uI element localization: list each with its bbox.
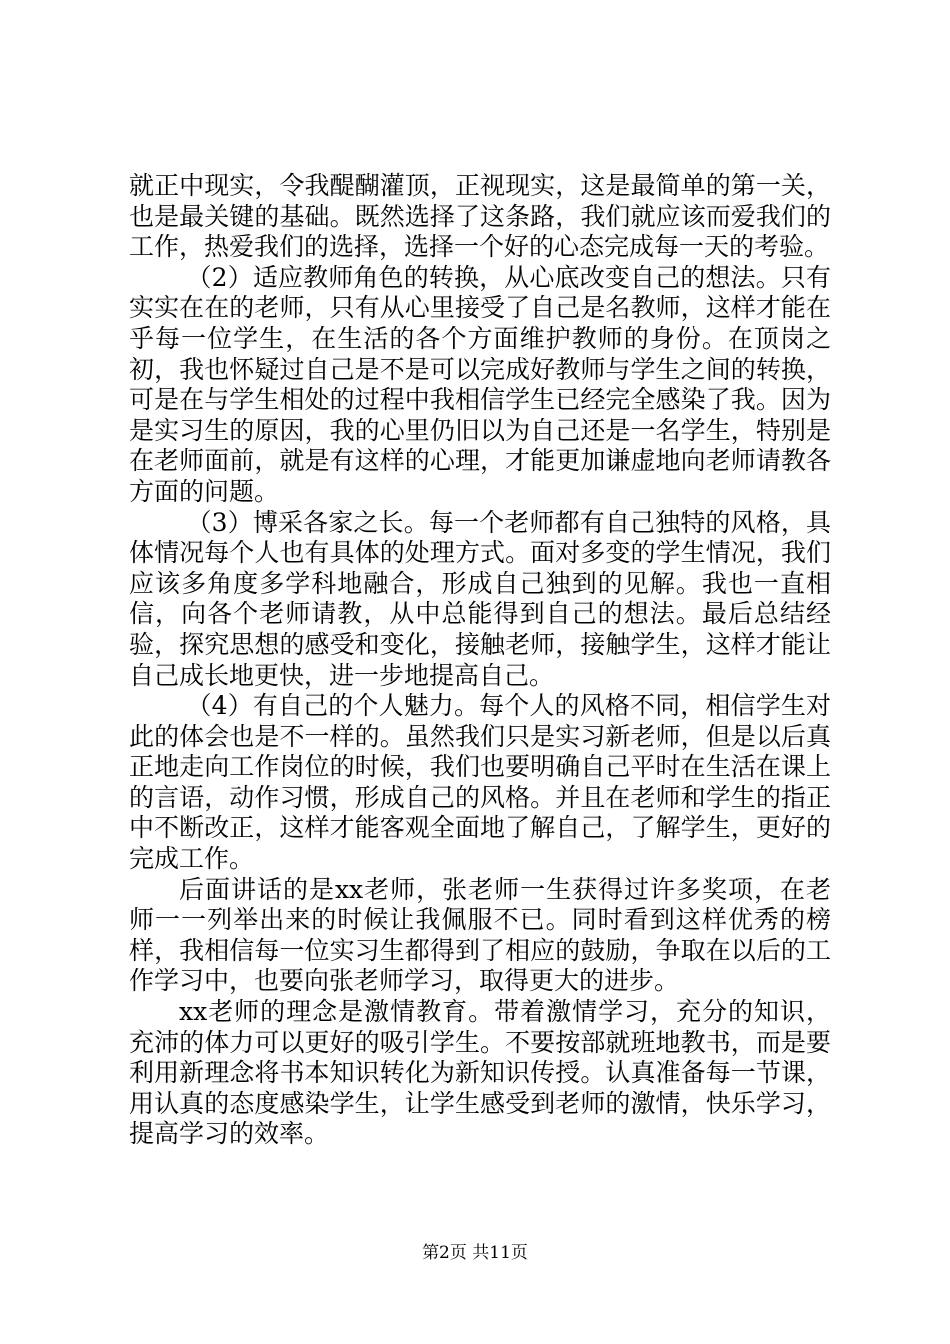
paragraph-second-speaker: 后面讲话的是xx老师，张老师一生获得过许多奖项，在老师一一列举出来的时候让我佩服不已。同时看到这样优秀的榜样，我相信每一位实习生都得到了相应的鼓励，争取在以后的工作学习中，也要向张老师学习，取得更大的进步。 [129, 874, 831, 996]
paragraph-point-3: （3）博采各家之长。每一个老师都有自己独特的风格，具体情况每个人也有具体的处理方式。面对多变的学生情况，我们应该多角度多学科地融合，形成自己独到的见解。我也一直相信，向各个老师请教，从中总能得到自己的想法。最后总结经验，探究思想的感受和变化，接触老师，接触学生，这样才能让自己成长地更快，进一步地提高自己。 [129, 507, 831, 690]
paragraph-continuation: 就正中现实，令我醍醐灌顶，正视现实，这是最简单的第一关，也是最关键的基础。既然选择了这条路，我们就应该而爱我们的工作，热爱我们的选择，选择一个好的心态完成每一天的考验。 [129, 171, 831, 262]
document-body [129, 171, 831, 1150]
page-footer: 第2页 共11页 [422, 1243, 528, 1263]
paragraph-point-4: （4）有自己的个人魅力。每个人的风格不同，相信学生对此的体会也是不一样的。虽然我们只是实习新老师，但是以后真正地走向工作岗位的时候，我们也要明确自己平时在生活在课上的言语，动作习惯，形成自己的风格。并且在老师和学生的指正中不断改正，这样才能客观全面地了解自己，了解学生，更好的完成工作。 [129, 691, 831, 874]
paragraph-point-2: （2）适应教师角色的转换，从心底改变自己的想法。只有实实在在的老师，只有从心里接受了自己是名教师，这样才能在乎每一位学生，在生活的各个方面维护教师的身份。在顶岗之初，我也怀疑过自己是不是可以完成好教师与学生之间的转换，可是在与学生相处的过程中我相信学生已经完全感染了我。因为是实习生的原因，我的心里仍旧以为自己还是一名学生，特别是在老师面前，就是有这样的心理，才能更加谦虚地向老师请教各方面的问题。 [129, 262, 831, 506]
paragraph-passion-education: xx老师的理念是激情教育。带着激情学习，充分的知识，充沛的体力可以更好的吸引学生。不要按部就班地教书，而是要利用新理念将书本知识转化为新知识传授。认真准备每一节课，用认真的态度感染学生，让学生感受到老师的激情，快乐学习，提高学习的效率。 [129, 997, 831, 1149]
